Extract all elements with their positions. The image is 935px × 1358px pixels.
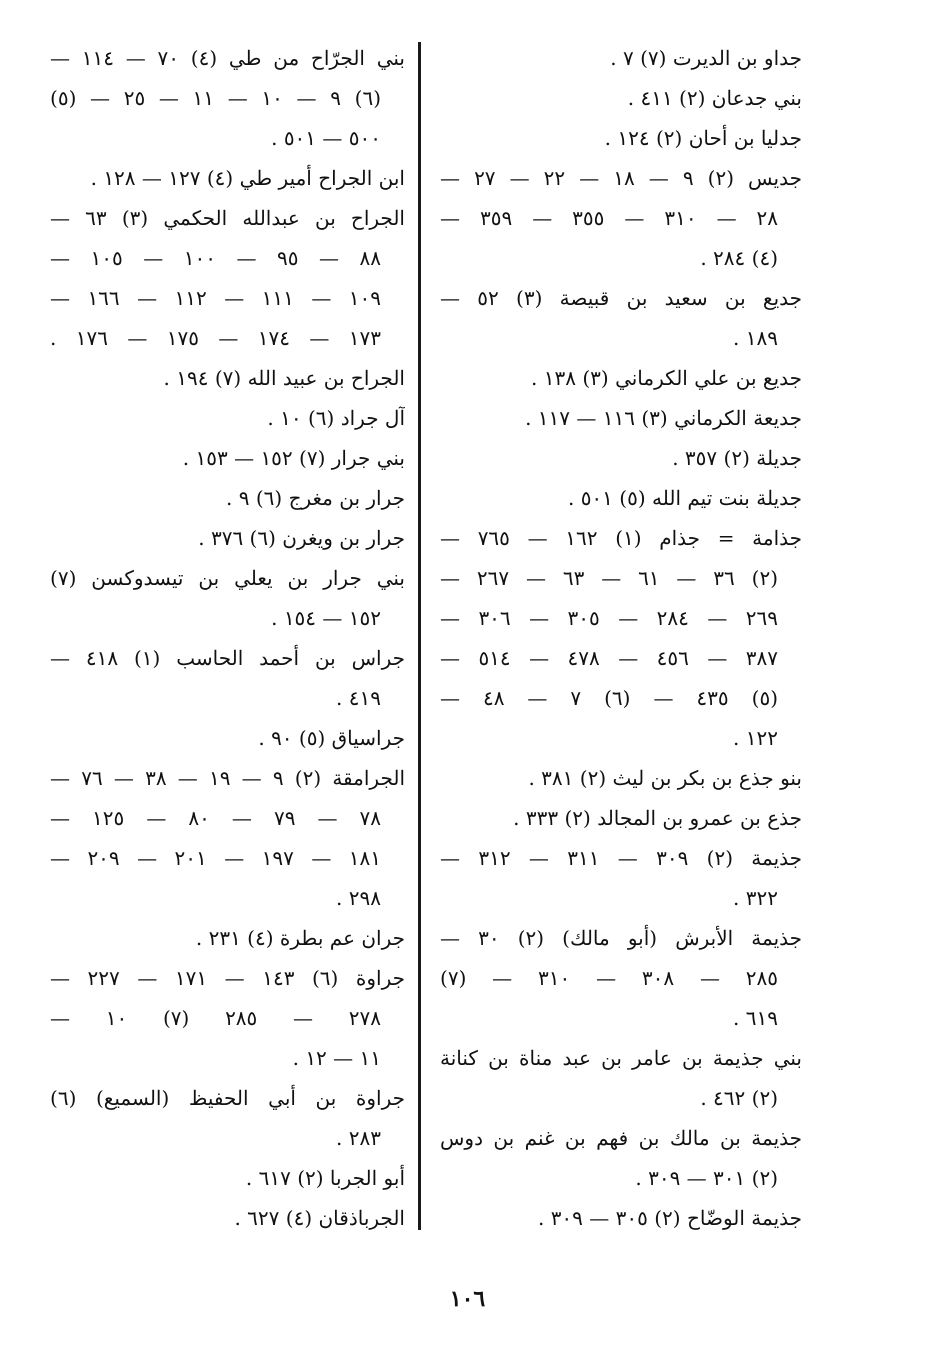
index-entry-line: ٣٨٧ — ٤٥٦ — ٤٧٨ — ٥١٤ — — [440, 646, 778, 670]
index-entry-line: الجراح بن عبيد الله (٧) ١٩٤ . — [163, 366, 405, 390]
index-entry-line: جذامة = جذام (١) ١٦٢ — ٧٦٥ — — [440, 526, 802, 550]
index-entry-line: الجراح بن عبدالله الحكمي (٣) ٦٣ — — [50, 206, 405, 230]
index-entry-line: جذع بن عمرو بن المجالد (٢) ٣٣٣ . — [513, 806, 802, 830]
index-entry-line: جديلة (٢) ٣٥٧ . — [672, 446, 802, 470]
index-entry-line: ٢٧٨ — ٢٨٥ (٧) ١٠ — — [50, 1006, 381, 1030]
index-entry-line: جذيمة بن مالك بن فهم بن غنم بن دوس — [440, 1126, 802, 1150]
index-entry-line: بني جرار (٧) ١٥٢ — ١٥٣ . — [182, 446, 405, 470]
index-entry-line: جراوة بن أبي الحفيظ (السميع) (٦) — [50, 1086, 405, 1110]
index-entry-line: جراوة (٦) ١٤٣ — ١٧١ — ٢٢٧ — — [50, 966, 405, 990]
index-entry-line: جديع بن علي الكرماني (٣) ١٣٨ . — [531, 366, 802, 390]
index-entry-line: جديع بن سعيد بن قبيصة (٣) ٥٢ — — [440, 286, 802, 310]
index-entry-line: جراس بن أحمد الحاسب (١) ٤١٨ — — [50, 646, 405, 670]
index-entry-line: ٢٨ — ٣١٠ — ٣٥٥ — ٣٥٩ — — [440, 206, 779, 230]
index-entry-line: ١٨١ — ١٩٧ — ٢٠١ — ٢٠٩ — — [50, 846, 381, 870]
index-entry-line: الجرباذقان (٤) ٦٢٧ . — [234, 1206, 405, 1230]
page-number: ١٠٦ — [449, 1286, 486, 1312]
index-entry-line: جرار بن ويغرن (٦) ٣٧٦ . — [198, 526, 405, 550]
index-entry-line: أبو الجربا (٢) ٦١٧ . — [245, 1166, 405, 1190]
index-column-left — [50, 38, 405, 1238]
index-entry-line: (٥) ٤٣٥ — (٦) ٧ — ٤٨ — — [440, 686, 778, 710]
index-entry-line: بني الجرّاح من طي (٤) ٧٠ — ١١٤ — — [50, 46, 405, 70]
index-entry-line: ١٨٩ . — [733, 326, 778, 350]
index-entry-line: جديس (٢) ٩ — ١٨ — ٢٢ — ٢٧ — — [440, 166, 802, 190]
index-entry-line: جديلة بنت تيم الله (٥) ٥٠١ . — [567, 486, 802, 510]
index-entry-line: ٢٩٨ . — [336, 886, 381, 910]
index-entry-line: (٢) ٤٦٢ . — [700, 1086, 778, 1110]
index-entry-line: بني جدعان (٢) ٤١١ . — [627, 86, 802, 110]
index-entry-line: جديعة الكرماني (٣) ١١٦ — ١١٧ . — [525, 406, 802, 430]
index-entry-line: ١٧٣ — ١٧٤ — ١٧٥ — ١٧٦ . — [50, 326, 382, 350]
index-entry-line: ١٢٢ . — [733, 726, 778, 750]
index-entry-line: (٦) ٩ — ١٠ — ١١ — ٢٥ — (٥) — [50, 86, 381, 110]
index-entry-line: ٣٢٢ . — [733, 886, 778, 910]
index-entry-line: ٧٨ — ٧٩ — ٨٠ — ١٢٥ — — [50, 806, 382, 830]
index-entry-line: ٢٦٩ — ٢٨٤ — ٣٠٥ — ٣٠٦ — — [440, 606, 778, 630]
index-entry-line: (٤) ٢٨٤ . — [700, 246, 778, 270]
index-entry-line: ١٠٩ — ١١١ — ١١٢ — ١٦٦ — — [50, 286, 381, 310]
index-entry-line: جذيمة (٢) ٣٠٩ — ٣١١ — ٣١٢ — — [440, 846, 802, 870]
index-entry-line: ٤١٩ . — [336, 686, 381, 710]
index-entry-line: ٦١٩ . — [733, 1006, 778, 1030]
index-entry-line: جذيمة الأبرش (أبو مالك) (٢) ٣٠ — — [440, 926, 802, 950]
index-entry-line: (٢) ٣٠١ — ٣٠٩ . — [635, 1166, 778, 1190]
index-entry-line: بني جرار بن يعلي بن تيسدوكسن (٧) — [50, 566, 405, 590]
index-entry-line: جدليا بن أحان (٢) ١٢٤ . — [604, 126, 802, 150]
index-entry-line: بني جذيمة بن عامر بن عبد مناة بن كنانة — [440, 1046, 802, 1070]
index-entry-line: جراسياق (٥) ٩٠ . — [258, 726, 405, 750]
index-entry-line: (٢) ٣٦ — ٦١ — ٦٣ — ٢٦٧ — — [440, 566, 778, 590]
index-entry-line: ٥٠٠ — ٥٠١ . — [271, 126, 381, 150]
index-entry-line: الجرامقة (٢) ٩ — ١٩ — ٣٨ — ٧٦ — — [50, 766, 405, 790]
index-entry-line: جذيمة الوضّاح (٢) ٣٠٥ — ٣٠٩ . — [537, 1206, 802, 1230]
index-entry-line: ٢٨٥ — ٣٠٨ — ٣١٠ — (٧) — [440, 966, 778, 990]
index-entry-line: ابن الجراح أمير طي (٤) ١٢٧ — ١٢٨ . — [90, 166, 405, 190]
index-entry-line: ٨٨ — ٩٥ — ١٠٠ — ١٠٥ — — [50, 246, 381, 270]
index-entry-line: بنو جذع بن بكر بن ليث (٢) ٣٨١ . — [528, 766, 802, 790]
column-divider — [418, 42, 421, 1230]
index-entry-line: جران عم بطرة (٤) ٢٣١ . — [195, 926, 405, 950]
index-entry-line: ١١ — ١٢ . — [292, 1046, 381, 1070]
index-entry-line: آل جراد (٦) ١٠ . — [267, 406, 405, 430]
index-entry-line: ١٥٢ — ١٥٤ . — [271, 606, 381, 630]
index-entry-line: جداو بن الديرت (٧) ٧ . — [610, 46, 802, 70]
index-entry-line: ٢٨٣ . — [336, 1126, 381, 1150]
index-column-right — [440, 38, 802, 1238]
index-entry-line: جرار بن مغرج (٦) ٩ . — [226, 486, 405, 510]
